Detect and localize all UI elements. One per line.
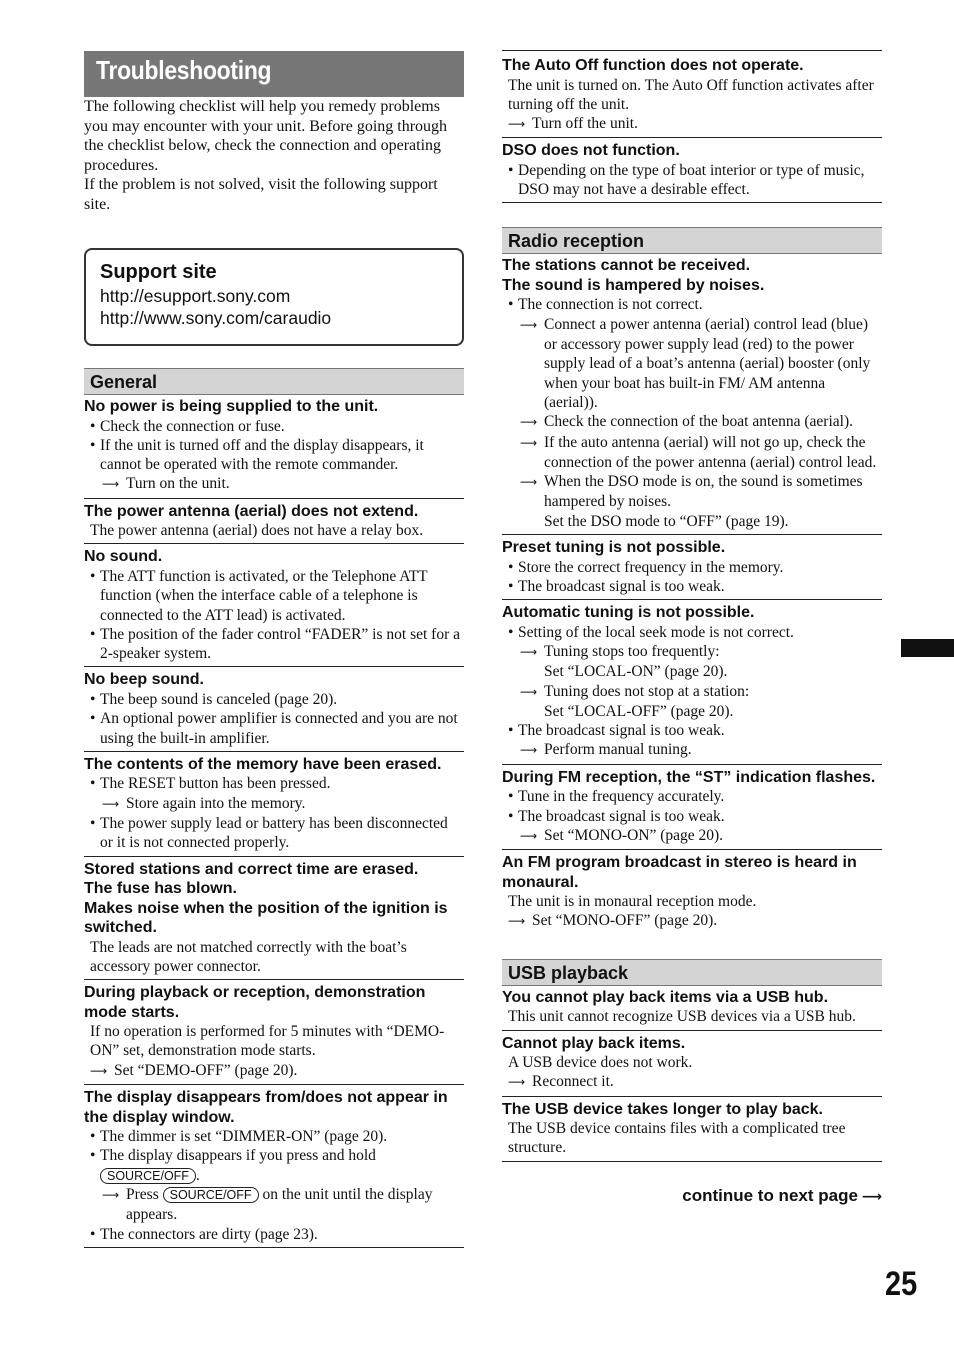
trouble-item bbox=[502, 600, 882, 765]
bullet-text: • The connectors are dirty (page 23). bbox=[84, 1225, 464, 1244]
intro-paragraph-2: If the problem is not solved, visit the following support site. bbox=[84, 176, 438, 213]
trouble-item bbox=[84, 752, 464, 857]
bullet-text: • If the unit is turned off and the display disappears, it cannot be operated with the remote commander. bbox=[84, 436, 464, 475]
item-heading: The Auto Off function does not operate. bbox=[502, 57, 804, 74]
right-arrow-icon: ⟶ bbox=[520, 743, 538, 758]
bullet-text: • Depending on the type of boat interior or type of music, DSO may not have a desirable effect. bbox=[502, 161, 882, 200]
remedy-text: When the DSO mode is on, the sound is sometimes hampered by noises. bbox=[544, 473, 863, 511]
support-url-1[interactable]: http://esupport.sony.com bbox=[100, 286, 291, 306]
remedy-line bbox=[502, 826, 882, 846]
bullet-text: • The broadcast signal is too weak. bbox=[502, 721, 882, 740]
section-header-radio bbox=[502, 227, 882, 254]
remedy-subtext: Set “LOCAL-OFF” (page 20). bbox=[544, 702, 734, 720]
right-arrow-icon: ⟶ bbox=[520, 415, 538, 430]
bullet-text: • Setting of the local seek mode is not correct. bbox=[502, 623, 882, 642]
remedy-line bbox=[502, 114, 882, 134]
item-heading: Makes noise when the position of the ignition is switched. bbox=[84, 899, 448, 937]
right-arrow-icon: ⟶ bbox=[102, 477, 120, 492]
trouble-item bbox=[502, 535, 882, 600]
section-title: Radio reception bbox=[508, 231, 645, 252]
item-heading: An FM program broadcast in stereo is heard in monaural. bbox=[502, 854, 857, 891]
item-heading: Automatic tuning is not possible. bbox=[502, 604, 755, 622]
item-heading: The display disappears from/does not appear in the display window. bbox=[84, 1089, 448, 1126]
section-header-general bbox=[84, 368, 464, 395]
trouble-item bbox=[84, 499, 464, 545]
bullet-text-part: The display disappears if you press and hold bbox=[100, 1147, 376, 1165]
section-title: USB playback bbox=[508, 962, 629, 983]
item-heading: The power antenna (aerial) does not extend. bbox=[84, 502, 419, 520]
bullet-text: • The dimmer is set “DIMMER-ON” (page 20). bbox=[84, 1127, 464, 1146]
remedy-text: Tuning does not stop at a station: bbox=[544, 682, 750, 700]
item-text: The power antenna (aerial) does not have a relay box. bbox=[90, 522, 424, 540]
item-heading: No power is being supplied to the unit. bbox=[84, 398, 379, 415]
trouble-item bbox=[502, 1097, 882, 1162]
right-column bbox=[502, 50, 882, 1206]
item-text: The leads are not matched correctly with the boat’s accessory power connector. bbox=[90, 938, 407, 975]
remedy-text: Turn on the unit. bbox=[126, 475, 230, 493]
trouble-item bbox=[502, 765, 882, 850]
item-heading: The sound is hampered by noises. bbox=[502, 276, 765, 294]
remedy-line bbox=[502, 433, 882, 473]
item-heading: Stored stations and correct time are erased. bbox=[84, 860, 419, 878]
right-arrow-icon: ⟶ bbox=[520, 644, 538, 659]
bullet-text: • The power supply lead or battery has been disconnected or it is not connected properly. bbox=[84, 814, 464, 853]
left-column bbox=[84, 50, 464, 1248]
trouble-item bbox=[502, 54, 882, 138]
item-heading: The USB device takes longer to play back. bbox=[502, 1100, 823, 1118]
remedy-text: Store again into the memory. bbox=[126, 794, 306, 812]
item-heading: During playback or reception, demonstration mode starts. bbox=[84, 984, 426, 1021]
remedy-line bbox=[502, 472, 882, 512]
remedy-line bbox=[502, 642, 882, 662]
page-title-bar bbox=[84, 51, 464, 97]
right-arrow-icon: ⟶ bbox=[508, 1075, 526, 1090]
bullet-text: • The display disappears if you press and hold SOURCE/OFF . bbox=[84, 1146, 464, 1185]
item-text: A USB device does not work. bbox=[508, 1054, 693, 1071]
item-text: If no operation is performed for 5 minutes with “DEMO-ON” set, demonstration mode starts. bbox=[90, 1023, 445, 1060]
support-url-2[interactable]: http://www.sony.com/caraudio bbox=[100, 308, 332, 328]
remedy-subtext: Set the DSO mode to “OFF” (page 19). bbox=[544, 512, 789, 530]
bullet-text: • The RESET button has been pressed. bbox=[84, 774, 464, 793]
intro-paragraph-1: The following checklist will help you remedy problems you may encounter with your unit. Before going through the checklist below, check the connection and operating procedures. bbox=[84, 98, 448, 174]
trouble-item bbox=[84, 544, 464, 667]
right-arrow-icon: ⟶ bbox=[90, 1063, 108, 1078]
right-arrow-icon: ⟶ bbox=[508, 914, 526, 929]
item-heading: DSO does not function. bbox=[502, 142, 680, 160]
item-heading: No beep sound. bbox=[84, 671, 204, 689]
continue-text: continue to next page bbox=[682, 1185, 858, 1205]
item-text: The unit is in monaural reception mode. bbox=[508, 893, 757, 911]
item-heading: The fuse has blown. bbox=[84, 880, 237, 898]
remedy-text: Press bbox=[126, 1185, 159, 1203]
item-heading: Preset tuning is not possible. bbox=[502, 539, 726, 557]
trouble-item bbox=[502, 850, 882, 935]
remedy-subtext: Set “LOCAL-ON” (page 20). bbox=[544, 663, 728, 681]
bullet-text: • The beep sound is canceled (page 20). bbox=[84, 690, 464, 709]
continue-indicator bbox=[502, 1186, 882, 1206]
remedy-text: Perform manual tuning. bbox=[544, 741, 692, 759]
bullet-text: • The position of the fader control “FADER” is not set for a 2-speaker system. bbox=[84, 625, 464, 664]
remedy-text: Set “MONO-ON” (page 20). bbox=[544, 826, 724, 844]
right-arrow-icon: ⟶ bbox=[520, 684, 538, 699]
item-heading: The contents of the memory have been erased. bbox=[84, 755, 442, 773]
right-arrow-icon: ⟶ bbox=[520, 435, 538, 450]
remedy-text: Connect a power antenna (aerial) control lead (blue) or accessory power supply lead (red) to the power supply lead of a boat’s antenna (aerial) booster (only when your boat has built-in FM/ AM antenna (aerial)). bbox=[544, 315, 871, 411]
support-site-heading: Support site bbox=[100, 261, 217, 283]
right-arrow-icon: ⟶ bbox=[861, 1188, 882, 1205]
trouble-item bbox=[502, 1031, 882, 1097]
trouble-item bbox=[84, 395, 464, 499]
bullet-text: • The ATT function is activated, or the Telephone ATT function (when the interface cable of a telephone is connected to the ATT lead) is activated. bbox=[84, 567, 464, 625]
item-heading: No sound. bbox=[84, 548, 163, 566]
bullet-text: • Store the correct frequency in the memory. bbox=[502, 558, 882, 577]
remedy-line bbox=[84, 474, 464, 494]
remedy-line bbox=[84, 1061, 464, 1081]
right-arrow-icon: ⟶ bbox=[102, 796, 120, 811]
trouble-item bbox=[84, 1085, 464, 1248]
remedy-line bbox=[502, 740, 882, 760]
remedy-text: Set “MONO-OFF” (page 20). bbox=[532, 912, 718, 930]
item-text: The USB device contains files with a complicated tree structure. bbox=[508, 1120, 846, 1157]
source-off-button-label: SOURCE/OFF bbox=[163, 1187, 259, 1203]
remedy-text: Check the connection of the boat antenna (aerial). bbox=[544, 413, 854, 431]
page-number: 25 bbox=[885, 1265, 918, 1303]
remedy-text: Turn off the unit. bbox=[532, 115, 638, 133]
remedy-line bbox=[502, 682, 882, 702]
trouble-item bbox=[84, 857, 464, 981]
remedy-line bbox=[502, 412, 882, 432]
right-arrow-icon: ⟶ bbox=[520, 475, 538, 490]
bullet-text: • Tune in the frequency accurately. bbox=[502, 787, 882, 806]
remedy-text: Set “DEMO-OFF” (page 20). bbox=[114, 1061, 298, 1079]
remedy-line bbox=[502, 911, 882, 931]
item-text: This unit cannot recognize USB devices via a USB hub. bbox=[508, 1008, 856, 1026]
trouble-item bbox=[502, 986, 882, 1031]
right-arrow-icon: ⟶ bbox=[102, 1187, 120, 1202]
remedy-text: Reconnect it. bbox=[532, 1073, 614, 1091]
support-site-box bbox=[84, 248, 464, 346]
right-arrow-icon: ⟶ bbox=[508, 117, 526, 132]
trouble-item bbox=[84, 667, 464, 751]
page-title: Troubleshooting bbox=[96, 55, 272, 85]
item-heading: During FM reception, the “ST” indication flashes. bbox=[502, 768, 876, 786]
remedy-text: If the auto antenna (aerial) will not go up, check the connection of the power antenna (aerial) control lead. bbox=[544, 433, 877, 471]
right-arrow-icon: ⟶ bbox=[520, 828, 538, 843]
section-header-usb bbox=[502, 959, 882, 986]
bullet-text: • The broadcast signal is too weak. bbox=[502, 577, 882, 596]
item-heading: The stations cannot be received. bbox=[502, 257, 751, 275]
item-heading: Cannot play back items. bbox=[502, 1034, 686, 1052]
remedy-line bbox=[502, 315, 882, 412]
remedy-line bbox=[502, 1072, 882, 1092]
right-arrow-icon: ⟶ bbox=[520, 317, 538, 332]
section-title: General bbox=[90, 372, 158, 392]
remedy-line bbox=[84, 794, 464, 814]
remedy-text: on the unit until the display appears. bbox=[126, 1185, 433, 1224]
bullet-text: • An optional power amplifier is connected and you are not using the built-in amplifier. bbox=[84, 709, 464, 748]
remedy-line bbox=[84, 1185, 464, 1225]
item-heading: You cannot play back items via a USB hub. bbox=[502, 988, 829, 1006]
trouble-item bbox=[84, 980, 464, 1085]
trouble-item bbox=[502, 254, 882, 535]
bullet-text: • The broadcast signal is too weak. bbox=[502, 807, 882, 826]
item-text: The unit is turned on. The Auto Off function activates after turning off the unit. bbox=[508, 76, 874, 113]
bullet-text: • The connection is not correct. bbox=[502, 295, 882, 314]
bullet-text: • Check the connection or fuse. bbox=[84, 417, 464, 436]
source-off-button-label: SOURCE/OFF bbox=[100, 1168, 196, 1184]
side-tab-marker bbox=[901, 639, 954, 657]
remedy-text: Tuning stops too frequently: bbox=[544, 642, 720, 660]
continued-general bbox=[502, 50, 882, 203]
trouble-item bbox=[502, 138, 882, 203]
